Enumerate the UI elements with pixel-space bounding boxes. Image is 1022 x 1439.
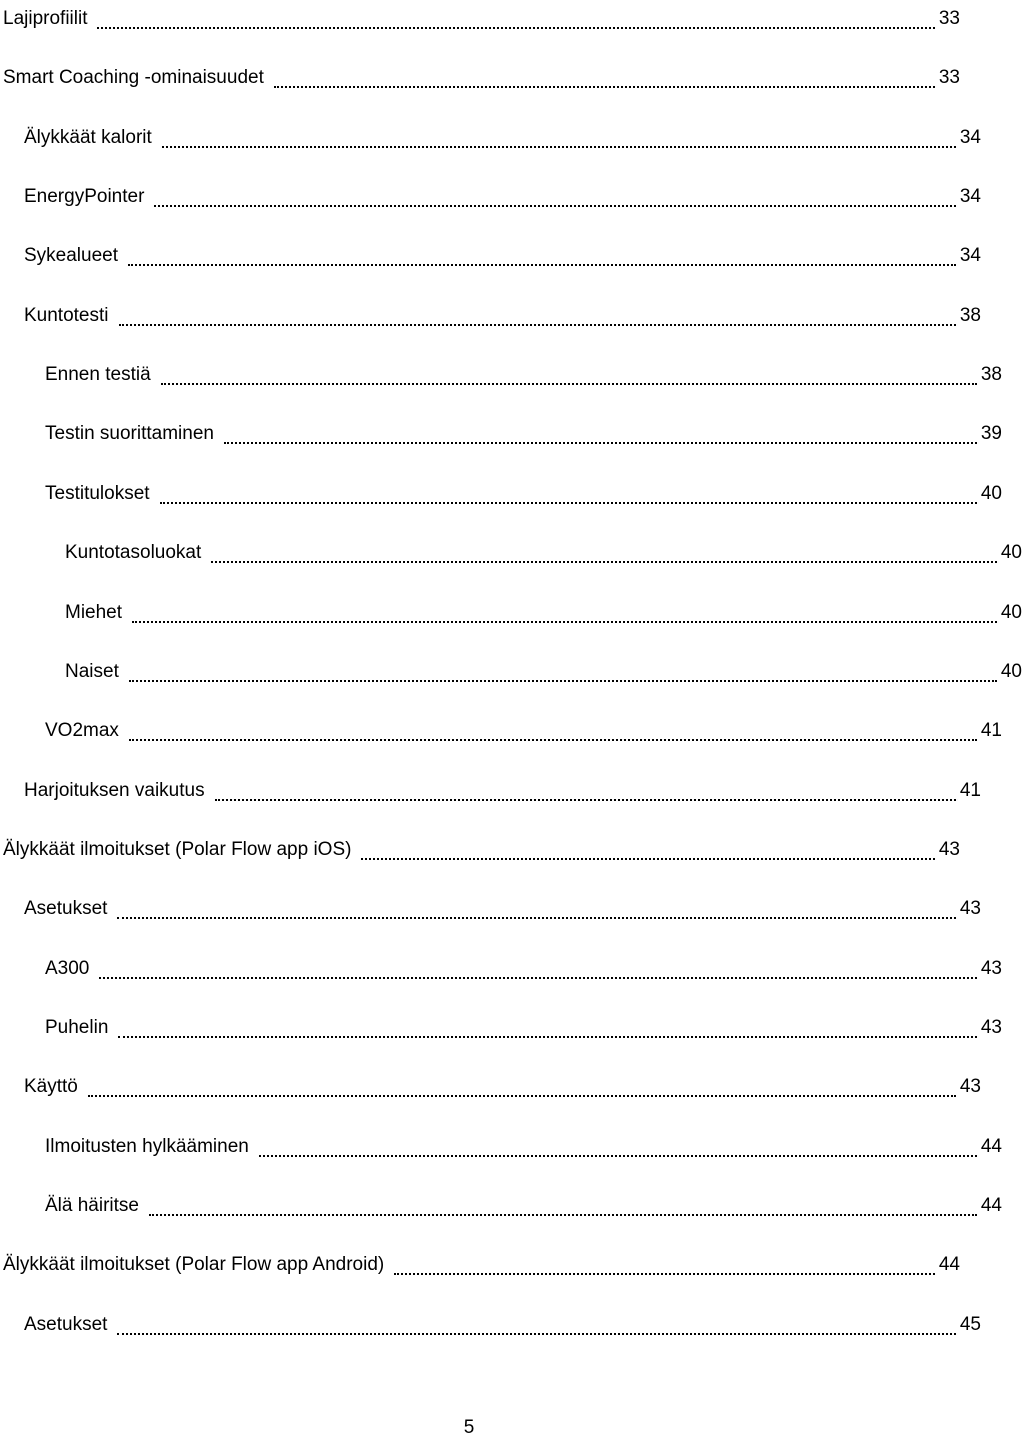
toc-entry-title: Ennen testiä xyxy=(45,364,151,386)
toc-entry[interactable] xyxy=(0,415,1002,445)
toc-entry-title: Älykkäät ilmoitukset (Polar Flow app iOS) xyxy=(3,838,352,860)
toc-entry-title: Testin suorittaminen xyxy=(45,423,214,445)
toc-dot-leader xyxy=(361,858,934,860)
toc-entry-title: VO2max xyxy=(45,720,119,742)
toc-entry-title: Älykkäät kalorit xyxy=(24,126,152,148)
toc-entry[interactable] xyxy=(0,119,981,149)
toc-entry-page: 43 xyxy=(959,1076,981,1098)
toc-entry[interactable] xyxy=(0,534,1022,564)
toc-entry-page: 34 xyxy=(959,186,981,208)
toc-entry-title: Asetukset xyxy=(24,898,108,920)
toc-dot-leader xyxy=(128,264,956,266)
toc-dot-leader xyxy=(215,799,956,801)
toc-entry-title: Ilmoitusten hylkääminen xyxy=(45,1135,249,1157)
toc-dot-leader xyxy=(132,621,997,623)
toc-entry-page: 44 xyxy=(980,1195,1002,1216)
toc-entry-page: 44 xyxy=(980,1135,1002,1157)
toc-entry[interactable] xyxy=(0,297,981,327)
toc-entry-page: 43 xyxy=(959,898,981,920)
toc-dot-leader xyxy=(117,917,955,919)
toc-entry-page: 33 xyxy=(938,8,960,29)
toc-entry-title: Testitulokset xyxy=(45,482,150,504)
toc-entry[interactable] xyxy=(0,712,1002,742)
toc-dot-leader xyxy=(99,977,976,979)
toc-entry-title: EnergyPointer xyxy=(24,186,145,208)
toc-entry[interactable] xyxy=(0,237,981,267)
toc-entry-title: Naiset xyxy=(65,660,119,682)
toc-entry[interactable] xyxy=(0,1306,981,1336)
page-number: 5 xyxy=(463,1417,475,1438)
toc-dot-leader xyxy=(97,27,934,29)
toc-entry-title: Käyttö xyxy=(24,1076,78,1098)
toc-entry-title: Älykkäät ilmoitukset (Polar Flow app Android) xyxy=(3,1254,385,1276)
toc-entry[interactable] xyxy=(0,59,960,89)
toc-entry-page: 34 xyxy=(959,245,981,267)
toc-dot-leader xyxy=(274,86,935,88)
toc-dot-leader xyxy=(129,739,977,741)
toc-entry-page: 40 xyxy=(1000,542,1022,564)
toc-entry-title: Sykealueet xyxy=(24,245,119,267)
toc-dot-leader xyxy=(149,1214,977,1216)
toc-dot-leader xyxy=(162,146,956,148)
toc-entry-page: 39 xyxy=(980,423,1002,445)
toc-entry[interactable] xyxy=(0,1068,981,1098)
toc-dot-leader xyxy=(88,1095,956,1097)
toc-dot-leader xyxy=(118,1036,976,1038)
toc-entry[interactable] xyxy=(0,1246,960,1276)
toc-entry[interactable] xyxy=(0,0,960,30)
toc-dot-leader xyxy=(224,442,977,444)
toc-entry-page: 43 xyxy=(938,838,960,860)
toc-entry-page: 44 xyxy=(938,1254,960,1276)
toc-entry-page: 33 xyxy=(938,67,960,89)
toc-dot-leader xyxy=(117,1333,955,1335)
toc-dot-leader xyxy=(154,205,955,207)
toc-entry-page: 41 xyxy=(959,779,981,801)
toc-entry[interactable] xyxy=(0,475,1002,505)
toc-entry-page: 38 xyxy=(980,364,1002,386)
toc-entry-page: 43 xyxy=(980,957,1002,979)
toc-entry-page: 34 xyxy=(959,126,981,148)
toc-entry[interactable] xyxy=(0,1128,1002,1158)
toc-entry[interactable] xyxy=(0,178,981,208)
toc-dot-leader xyxy=(259,1155,977,1157)
toc-entry[interactable] xyxy=(0,356,1002,386)
toc-entry[interactable] xyxy=(0,1009,1002,1039)
toc-entry-title: Puhelin xyxy=(45,1017,109,1038)
toc-entry-page: 40 xyxy=(980,482,1002,504)
toc-entry-page: 40 xyxy=(1000,601,1022,623)
toc-entry[interactable] xyxy=(0,890,981,920)
toc-entry-title: A300 xyxy=(45,957,90,979)
toc-entry-page: 45 xyxy=(959,1313,981,1335)
toc-entry-title: Harjoituksen vaikutus xyxy=(24,779,205,801)
toc-entry-title: Kuntotesti xyxy=(24,304,109,326)
toc-entry[interactable] xyxy=(0,594,1022,624)
toc-entry-title: Smart Coaching -ominaisuudet xyxy=(3,67,264,89)
toc-entry-title: Älä häiritse xyxy=(45,1195,139,1216)
toc-entry-page: 40 xyxy=(1000,660,1022,682)
toc-dot-leader xyxy=(129,680,997,682)
toc-dot-leader xyxy=(394,1273,935,1275)
toc-entry-title: Miehet xyxy=(65,601,123,623)
toc-dot-leader xyxy=(160,502,977,504)
toc-entry[interactable] xyxy=(0,1187,1002,1217)
toc-dot-leader xyxy=(161,383,977,385)
toc-entry-page: 38 xyxy=(959,304,981,326)
toc-dot-leader xyxy=(211,561,997,563)
toc-entry[interactable] xyxy=(0,831,960,861)
toc-entry[interactable] xyxy=(0,653,1022,683)
toc-dot-leader xyxy=(119,324,956,326)
toc-entry[interactable] xyxy=(0,950,1002,980)
toc-entry-title: Asetukset xyxy=(24,1313,108,1335)
toc-entry-title: Kuntotasoluokat xyxy=(65,542,202,564)
toc-entry-page: 41 xyxy=(980,720,1002,742)
toc-entry[interactable] xyxy=(0,772,981,802)
toc-entry-page: 43 xyxy=(980,1017,1002,1038)
toc-entry-title: Lajiprofiilit xyxy=(3,8,88,29)
